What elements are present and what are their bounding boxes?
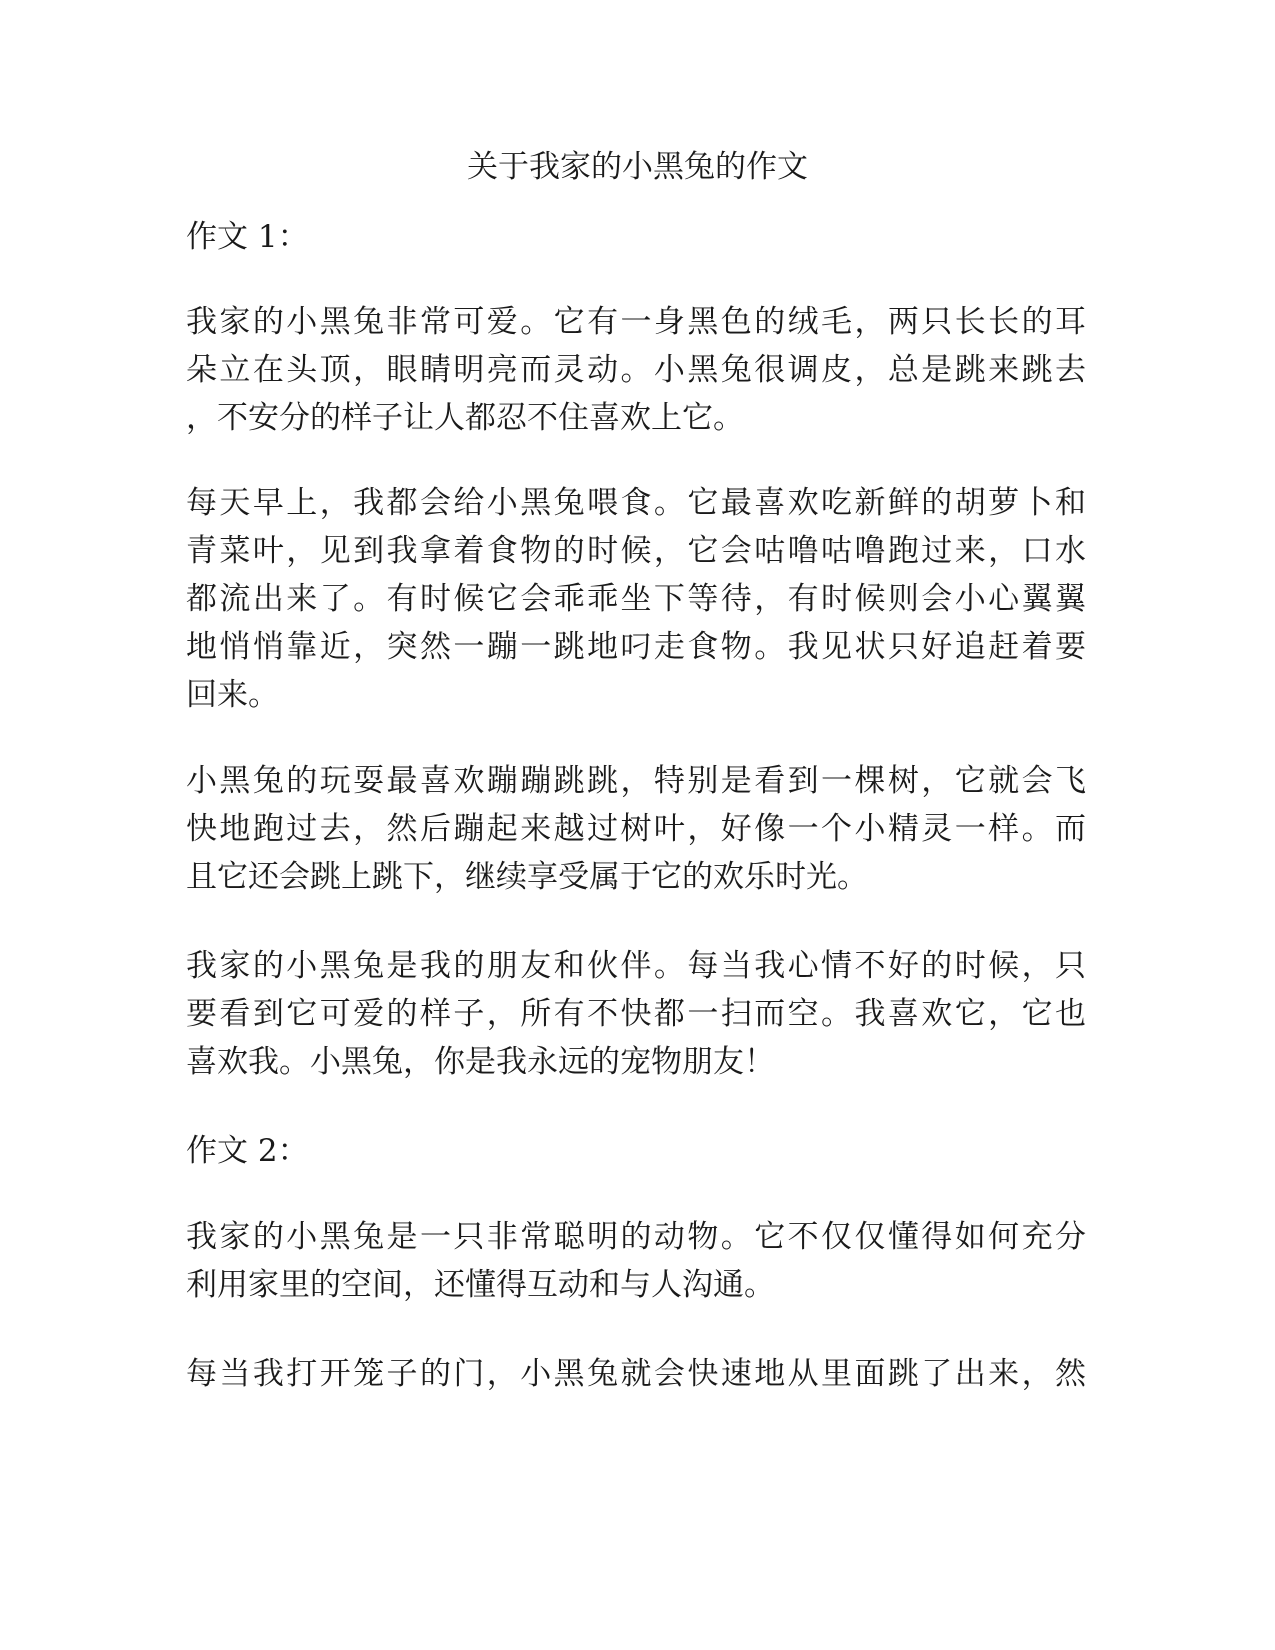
text-line: 喜欢我。小黑兔，你是我永远的宠物朋友！ (186, 1044, 775, 1080)
text-line: 小黑兔的玩耍最喜欢蹦蹦跳跳，特别是看到一棵树，它就会飞 (186, 763, 1086, 799)
text-line: 我家的小黑兔是我的朋友和伙伴。每当我心情不好的时候，只 (186, 948, 1086, 984)
text-line: 朵立在头顶，眼睛明亮而灵动。小黑兔很调皮，总是跳来跳去 (186, 352, 1086, 388)
text-line: 地悄悄靠近，突然一蹦一跳地叼走食物。我见状只好追赶着要 (186, 629, 1086, 665)
text-line: 且它还会跳上跳下，继续享受属于它的欢乐时光。 (186, 859, 868, 895)
text-line: 快地跑过去，然后蹦起来越过树叶，好像一个小精灵一样。而 (186, 811, 1086, 847)
text-line: 每当我打开笼子的门，小黑兔就会快速地从里面跳了出来，然 (186, 1356, 1086, 1392)
text-line: 都流出来了。有时候它会乖乖坐下等待，有时候则会小心翼翼 (186, 581, 1086, 617)
text-line: 每天早上，我都会给小黑兔喂食。它最喜欢吃新鲜的胡萝卜和 (186, 485, 1086, 521)
essay-2-heading: 作文 2： (186, 1133, 309, 1169)
text-line: ，不安分的样子让人都忍不住喜欢上它。 (186, 400, 744, 436)
text-line: 青菜叶，见到我拿着食物的时候，它会咕噜咕噜跑过来，口水 (186, 533, 1086, 569)
essay-1-heading: 作文 1： (186, 219, 309, 255)
text-line: 要看到它可爱的样子，所有不快都一扫而空。我喜欢它，它也 (186, 996, 1086, 1032)
text-line: 我家的小黑兔非常可爱。它有一身黑色的绒毛，两只长长的耳 (186, 304, 1086, 340)
document-title: 关于我家的小黑兔的作文 (467, 149, 808, 185)
text-line: 回来。 (186, 677, 279, 713)
text-line: 利用家里的空间，还懂得互动和与人沟通。 (186, 1267, 775, 1303)
text-line: 我家的小黑兔是一只非常聪明的动物。它不仅仅懂得如何充分 (186, 1219, 1086, 1255)
